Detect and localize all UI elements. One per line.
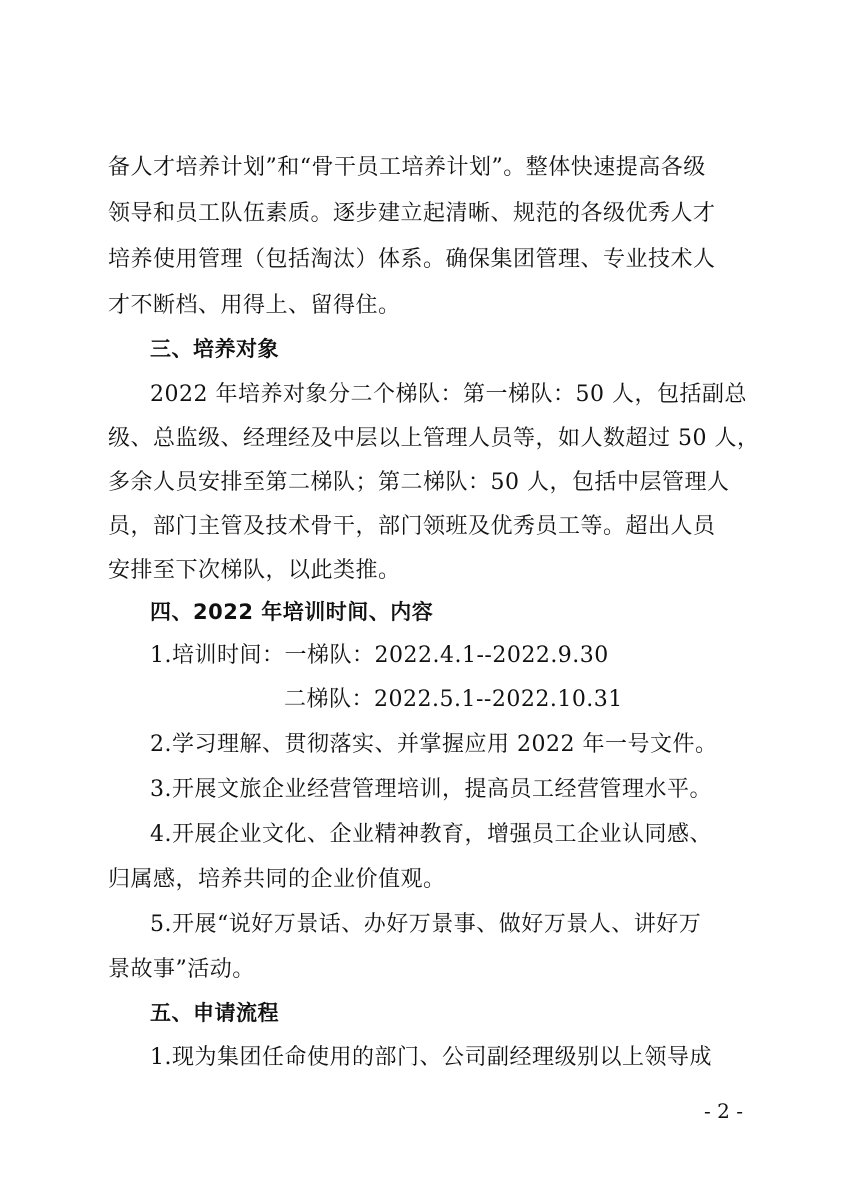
section4-heading: 四、2022 年培训时间、内容 [150,600,434,624]
intro-line-3: 培养使用管理（包括淘汰）体系。确保集团管理、专业技术人 [108,247,716,272]
section3-line-4: 员，部门主管及技术骨干，部门领班及优秀员工等。超出人员 [108,514,716,539]
section3-line-2: 级、总监级、经理经及中层以上管理人员等，如人数超过 50 人， [108,426,760,451]
section4-item4-line1: 4.开展企业文化、企业精神教育，增强员工企业认同感、 [150,822,712,847]
section4-item3: 3.开展文旅企业经营管理培训，提高员工经营管理水平。 [150,777,712,802]
section4-item1-line2: 二梯队：2022.5.1--2022.10.31 [284,687,623,712]
intro-line-1: 备人才培养计划”和“骨干员工培养计划”。整体快速提高各级 [108,155,706,180]
section5-heading: 五、申请流程 [150,1001,279,1025]
intro-line-4: 才不断档、用得上、留得住。 [108,293,401,318]
section3-line-5: 安排至下次梯队，以此类推。 [108,558,401,583]
intro-line-2: 领导和员工队伍素质。逐步建立起清晰、规范的各级优秀人才 [108,201,716,226]
page-number: - 2 - [704,1099,743,1123]
section4-item1-line1: 1.培训时间：一梯队：2022.4.1--2022.9.30 [150,643,609,668]
section4-item4-line2: 归属感，培养共同的企业价值观。 [108,867,446,892]
section3-heading: 三、培养对象 [150,337,279,361]
section5-item1-line1: 1.现为集团任命使用的部门、公司副经理级别以上领导成 [150,1045,712,1070]
section4-item5-line2: 景故事”活动。 [108,957,255,982]
section3-line-3: 多余人员安排至第二梯队；第二梯队：50 人，包括中层管理人 [108,470,730,495]
section3-line-1: 2022 年培养对象分二个梯队：第一梯队：50 人，包括副总 [150,382,747,407]
section4-item2: 2.学习理解、贯彻落实、并掌握应用 2022 年一号文件。 [150,732,718,757]
section4-item5-line1: 5.开展“说好万景话、办好万景事、做好万景人、讲好万 [150,912,702,937]
